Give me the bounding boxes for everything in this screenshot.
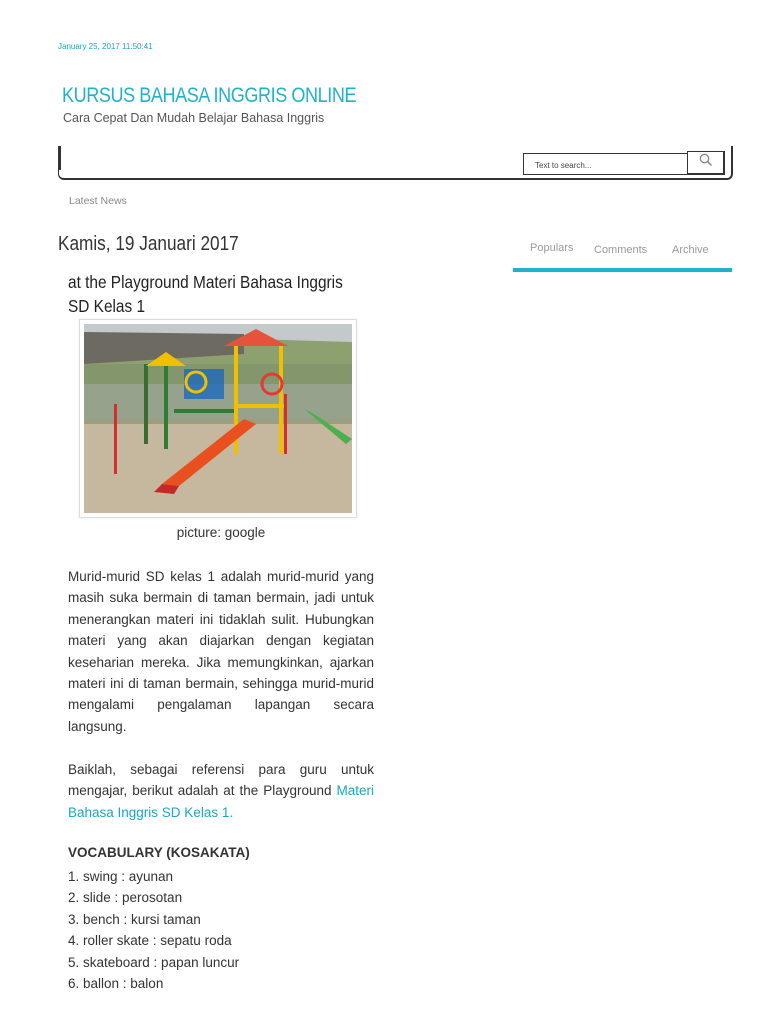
list-item: 2. slide : perosotan — [68, 890, 183, 906]
list-item: 1. swing : ayunan — [68, 869, 174, 884]
list-item: 5. skateboard : papan luncur — [68, 954, 240, 970]
paragraph-text: Baiklah, sebagai referensi para guru untuk mengajar, berikut adalah at the Playground — [68, 762, 374, 799]
post-title[interactable]: at the Playground Materi Bahasa Inggris SD Kelas 1 — [68, 272, 343, 316]
post-paragraph — [68, 759, 374, 823]
post-paragraph: Murid-murid SD kelas 1 adalah murid-murid yang masih suka bermain di taman bermain, jadi untuk menerangkan materi ini tidaklah sulit. Hubungkan materi yang akan diajarkan dengan kegiatan keseharian mereka. Jika memungkinkan, ajarkan materi ini di taman bermain, sehingga murid-murid mengalami pengalaman lapangan secara langsung. — [68, 569, 374, 734]
list-item: 6. ballon : balon — [68, 976, 164, 992]
vocabulary-list — [68, 866, 239, 994]
navbar-divider — [59, 146, 61, 170]
list-item: 3. bench : kursi taman — [68, 911, 201, 927]
site-title[interactable]: KURSUS BAHASA INGGRIS ONLINE — [62, 84, 357, 107]
post-timestamp: January 25, 2017 11:50:41 — [58, 42, 153, 51]
playground-image — [84, 324, 352, 513]
search-field[interactable] — [523, 153, 687, 175]
post-image — [79, 319, 357, 518]
image-caption: picture: google — [176, 525, 266, 540]
tab-archive[interactable]: Archive — [672, 244, 709, 256]
tab-populars[interactable]: Populars — [530, 242, 574, 254]
search-button[interactable] — [687, 151, 725, 175]
site-description: Cara Cepat Dan Mudah Belajar Bahasa Inggris — [63, 111, 325, 125]
post-date: Kamis, 19 Januari 2017 — [58, 233, 239, 255]
tab-comments[interactable]: Comments — [594, 244, 648, 256]
latest-news-link[interactable]: Latest News — [69, 195, 127, 207]
vocabulary-heading: VOCABULARY (KOSAKATA) — [68, 845, 250, 860]
materi-link[interactable]: Materi Bahasa Inggris SD Kelas 1. — [68, 783, 374, 820]
list-item: 4. roller skate : sepatu roda — [68, 933, 232, 949]
search-input[interactable] — [533, 155, 687, 175]
sidebar-tabs — [513, 238, 732, 272]
search-icon — [699, 153, 713, 172]
